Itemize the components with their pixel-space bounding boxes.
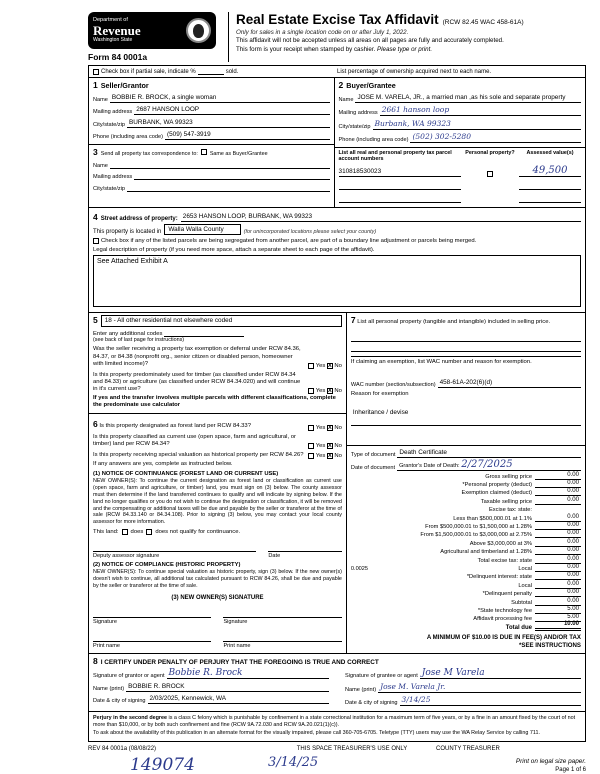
tax-amount-field[interactable]: 0.00 (535, 556, 581, 564)
personal-property-list-line[interactable] (351, 342, 581, 352)
tax-row: *State technology fee 5.00 (477, 605, 579, 614)
tax-row: From $1,500,000.01 to $3,000,000 at 2.75% 0.00 (420, 530, 579, 539)
section-personal-property: 7 List all personal property (tangible and intangible) included in selling price. If claiming an exemption, list WAC number and reason for exemption. WAC number (section/subsection) 458-61A-202(6)(d) Reason for exemption Inheritance / devise (347, 313, 585, 444)
land-does-not-checkbox[interactable] (146, 529, 152, 535)
section-seller: 1 Seller/Grantor Name BOBBIE R. BROCK, a single woman Mailing address 2687 HANSON LOOP City/state/zip BURBANK, WA 99323 Phone (including area code) (509) 547-3919 (89, 78, 334, 144)
question-exemption: Was the seller receiving a property tax exemption or deferral under RCW 84.36, 84.37, or 84.38 (nonprofit org., senior citizen or disabled person, homeowner with limited income)? Yes X No (93, 346, 342, 369)
grantor-signature-field[interactable]: Bobbie R. Brock (167, 669, 329, 679)
tax-amount-field[interactable]: 0.00 (535, 598, 581, 606)
current-use-no-checkbox[interactable]: X (328, 442, 332, 449)
assessed-value-field-blank[interactable] (519, 181, 581, 190)
section-correspondence: 3 Send all property tax correspondence to: Same as Buyer/Grantee Name Mailing address City/state/zip (89, 144, 334, 207)
forest-yes-checkbox[interactable] (308, 425, 314, 431)
tax-amount-field[interactable]: 0.00 (535, 564, 581, 572)
partial-sale-label: Check box if partial sale, indicate % (101, 69, 196, 75)
tax-computation: Type of document Death Certificate Date of document Grantor's Date of Death: 2/27/2025 Gross selling price 0.00 *Personal property (deduct) 0.00 Exemption claimed (deduct) 0.00 Taxable selling price 0.00 Excise tax: state: Less than $500,000.01 at 1.1% 0.00 From $500,000.01 to $1,500,000 at 1.28% 0.00 From $1,500,000.01 to $3,000,000 at 2.75% 0.00 Above $3,000,000 at 3% 0.00 Agricultural and timberland at 1.28% 0.00 Total excise tax: state 0.00 0.0025 Local 0.00 *Delinquent interest: state 0.00 Local 0.00 *Delinquent penalty 0.00 Subtotal 0.00 *State technology fee 5.00 Affidavit processing fee 5.00 Total due 10.00 A MINIMUM OF $10.00 IS DUE IN FEE(S) AND/OR TAX *SEE INSTRUCTIONS (347, 445, 585, 653)
document-date-field[interactable]: Grantor's Date of Death: 2/27/2025 (397, 461, 581, 471)
perjury-statement: Perjury in the second degree is a class C felony which is punishable by confinement in a state correctional institution for a maximum term of five years, or by a fine in an amount fixed by the court of not more than $10,000, or by both such confinement and fine (RCW 9A.72.030 and RCW 9A.20.021(1)(c)). To ask about the availability of this publication in an alternate format for the visually impaired, please call 360-705-6705. Teletype (TTY) users may use the WA Relay Service by calling 711. (89, 712, 585, 741)
exemption-claim-note: If claiming an exemption, list WAC number and reason for exemption. (351, 356, 581, 375)
header-note-2: This affidavit will not be accepted unless all areas on all pages are fully and accurately completed. (236, 37, 504, 44)
predominate-use-note: If yes and the transfer involves multiple parcels with different classifications, complete the predominate use calculator (93, 394, 336, 409)
tax-row: *Personal property (deduct) 0.00 (462, 480, 579, 489)
grantee-date-city-field[interactable]: 3/14/25 (400, 696, 581, 706)
if-yes-note: If any answers are yes, complete as instructed below. (93, 460, 233, 467)
grantor-print-name-field[interactable]: BOBBIE R. BROCK (126, 683, 329, 692)
street-address-label: Street address of property: (100, 216, 178, 223)
treasurer-stamp-date: 3/14/25 (268, 754, 319, 770)
treasurer-space-label: THIS SPACE TREASURER'S USE ONLY (296, 745, 408, 752)
tax-amount-field[interactable]: 0.00 (535, 480, 581, 488)
tax-amount-field[interactable]: 5.00 (535, 614, 581, 622)
buyer-mailing-field[interactable]: 2661 hanson loop (380, 106, 581, 116)
rev-number: REV 84 0001a (08/08/22) (88, 745, 157, 752)
tax-row: Above $3,000,000 at 3% 0.00 (469, 538, 579, 547)
tax-amount-field[interactable]: 0.00 (535, 581, 581, 589)
tax-row: Taxable selling price 0.00 (480, 496, 579, 505)
buyer-phone-field[interactable]: (502) 302-5280 (410, 133, 581, 143)
notice-continuance-title: (1) NOTICE OF CONTINUANCE (FOREST LAND OR CURRENT USE) (93, 471, 279, 478)
segregated-checkbox[interactable] (93, 238, 99, 244)
tax-row: *Delinquent penalty 0.00 (482, 589, 579, 598)
timber-no-checkbox[interactable]: X (328, 387, 332, 394)
tax-row: Total due 10.00 (505, 620, 579, 631)
form-header (88, 12, 586, 62)
page-number: Page 1 of 6 (555, 766, 586, 773)
grantor-date-city-field[interactable]: 2/03/2025, Kennewick, WA (148, 695, 329, 704)
form-title: Real Estate Excise Tax Affidavit (236, 12, 439, 27)
legal-description-box[interactable]: See Attached Exhibit A (93, 255, 581, 307)
partial-sale-sold-label: sold. (225, 69, 239, 75)
dor-logo (88, 12, 216, 49)
parcel-row (339, 194, 581, 203)
reason-for-exemption-label: Reason for exemption (350, 390, 409, 397)
new-owner-print-name-line-2[interactable] (223, 634, 341, 642)
personal-property-checkbox[interactable] (487, 171, 493, 177)
tax-row: Exemption claimed (deduct) 0.00 (461, 488, 579, 497)
new-owner-signature-line-1[interactable] (93, 610, 211, 618)
notice-compliance-body: NEW OWNER(S): To continue special valuation as historic property, sign (3) below. If the new owner(s) doesn't wish to continue, all additional tax calculated pursuant to RCW 84.26, shall be due and payable by the seller or transferor at the time of sale. (93, 569, 342, 589)
new-owner-signature-title: (3) NEW OWNER(S) SIGNATURE (171, 594, 264, 601)
ownership-percentage-note: List percentage of ownership acquired next to each name. (337, 69, 492, 75)
correspondence-csz-field[interactable] (127, 184, 329, 192)
tax-amount-field[interactable]: 0.00 (535, 472, 581, 480)
form-number: Form 84 0001a (88, 52, 148, 62)
same-as-buyer-checkbox[interactable] (201, 149, 207, 155)
county-treasurer-label: COUNTY TREASURER (436, 745, 500, 752)
partial-sale-row (89, 66, 585, 78)
county-select[interactable]: Walla Walla County (164, 224, 240, 235)
section-certify: 8 I CERTIFY UNDER PENALTY OF PERJURY THAT THE FOREGOING IS TRUE AND CORRECT Signature of grantor or agent Bobbie R. Brock Name (print) BOBBIE R. BROCK Date & city of signing 2/03/2025, Kennewick, WA Signature of grantee or agent Jose M Varela Name (print) Jose M. Varela Jr. Date & city of signing 3/14/25 (89, 654, 585, 713)
historic-no-checkbox[interactable]: X (328, 452, 332, 459)
page-footer (88, 746, 586, 774)
tax-amount-field[interactable]: 0.00 (535, 522, 581, 530)
tax-amount-field[interactable]: 0.00 (535, 488, 581, 496)
buyer-csz-field[interactable]: Burbank, WA 99323 (373, 120, 581, 130)
tax-amount-field[interactable]: 0.00 (535, 514, 581, 522)
street-address-field[interactable]: 2653 HANSON LOOP, BURBANK, WA 99323 (181, 213, 581, 222)
form-body (88, 65, 586, 742)
personal-property-list-line[interactable] (351, 332, 581, 342)
tax-row: *Delinquent interest: state 0.00 (466, 572, 579, 581)
logo-washington-state: Washington State (93, 36, 133, 43)
historic-yes-checkbox[interactable] (308, 453, 314, 459)
tax-row: Agricultural and timberland at 1.28% 0.00 (440, 547, 579, 556)
tax-amount-field[interactable]: 0.00 (535, 572, 581, 580)
tax-row: From $500,000.01 to $1,500,000 at 1.28% 0.00 (425, 522, 579, 531)
forest-no-checkbox[interactable]: X (328, 424, 332, 431)
parcel-numbers-header: List all real and personal property tax parcel account numbers (338, 150, 452, 163)
timber-yes-checkbox[interactable] (308, 388, 314, 394)
seller-name-field[interactable]: BOBBIE R. BROCK, a single woman (110, 94, 330, 103)
assessed-value-field-blank[interactable] (519, 194, 581, 203)
tax-row: Less than $500,000.01 at 1.1% 0.00 (453, 513, 579, 522)
deputy-assessor-date-line[interactable] (268, 544, 342, 552)
deputy-assessor-signature-line[interactable] (93, 544, 256, 552)
correspondence-mailing-field[interactable] (134, 172, 329, 180)
tax-amount-field[interactable]: 0.00 (535, 547, 581, 555)
located-in-label: This property is located in (93, 229, 162, 236)
partial-sale-checkbox[interactable] (93, 69, 99, 75)
tax-row: Subtotal 0.00 (511, 597, 579, 606)
question-timber: Is this property predominately used for timber (as classified under RCW 84.34 and 84.33) or agriculture (as classified under RCW 84.34.020) and will continue in it's current use? Yes X No (93, 371, 342, 394)
parcel-row (339, 166, 581, 177)
section-buyer: 2 Buyer/Grantee Name JOSE M. VARELA, JR., a married man ,as his sole and separate property Mailing address 2661 hanson loop City/state/zip Burbank, WA 99323 Phone (including area code) (502) 302-5280 (335, 78, 585, 147)
segregated-label: Check box if any of the listed parcels are being segregated from another parcel, are part of a boundary line adjustment or parcels being merged. (101, 238, 477, 245)
assessed-value-header: Assessed value(s) (526, 150, 574, 156)
tax-row: Excise tax: state: (488, 507, 532, 514)
minimum-due-note: A MINIMUM OF $10.00 IS DUE IN FEE(S) AND/OR TAX *SEE INSTRUCTIONS (426, 633, 581, 649)
tax-amount-field[interactable]: 0.00 (535, 497, 581, 505)
personal-property-header: Personal property? (465, 150, 515, 156)
county-note: (for unincorporated locations please select your county) (243, 229, 377, 236)
land-qualify-row: This land: does does not qualify for continuance. (93, 529, 241, 536)
date-of-death-value: 2/27/2025 (461, 459, 513, 471)
tax-row: Affidavit processing fee 5.00 (473, 614, 579, 623)
grantee-print-name-field[interactable]: Jose M. Varela Jr. (378, 683, 581, 693)
notice-compliance-title: (2) NOTICE OF COMPLIANCE (HISTORIC PROPERTY) (93, 562, 241, 569)
logo-revenue: Revenue (93, 22, 141, 38)
current-use-yes-checkbox[interactable] (308, 443, 314, 449)
tax-row: Total excise tax: state 0.00 (477, 555, 579, 564)
additional-codes-field[interactable] (164, 330, 244, 337)
notice-continuance-body: NEW OWNER(S): To continue the current designation as forest land or classification as current use (open space, farm and agriculture, or timber) land, you must sign on (3) below. The county assessor must then determine if the land transferred continues to qualify and will indicate by signing below. If the land no longer qualifies or you do not wish to continue the designation or classification, it will be removed and the compensating or additional taxes will be due and payable by the seller or transferor at the time of sale (RCW 84.33.140 or 84.34.108). Prior to signing (3) below, you may contact your local county assessor for more information. (93, 478, 342, 526)
header-note-3: This form is your receipt when stamped by cashier. Please type or print. (236, 45, 433, 53)
alternate-format-note: To ask about the availability of this publication in an alternate format for the visually impaired, please call 360-705-6705. Teletype (TTY) users may use the WA Relay Service by calling 711. (93, 729, 540, 736)
parcel-number-field-blank[interactable] (339, 194, 461, 203)
parcel-table (335, 147, 585, 207)
seller-csz-field[interactable]: BURBANK, WA 99323 (127, 119, 329, 128)
legal-description-label: Legal description of property (if you need more space, attach a separate sheet to each page of the affidavit). (93, 247, 375, 254)
tax-amount-field[interactable]: 0.00 (535, 530, 581, 538)
tax-amount-field[interactable]: 5.00 (535, 606, 581, 614)
grantee-signature-field[interactable]: Jose M Varela (420, 669, 581, 679)
reason-for-exemption-field[interactable]: Inheritance / devise (351, 409, 581, 426)
dor-seal-icon (186, 18, 211, 43)
land-use-code-field[interactable]: 18 - All other residential not elsewhere coded (101, 315, 342, 327)
tax-row: Local 0.00 (518, 580, 579, 589)
seller-mailing-field[interactable]: 2687 HANSON LOOP (134, 106, 329, 115)
parcel-number-field-blank[interactable] (339, 181, 461, 190)
seller-phone-field[interactable]: (509) 547-3919 (165, 131, 330, 140)
new-owner-print-name-line-1[interactable] (93, 634, 211, 642)
header-note-1: Only for sales in a single location code on or after July 1, 2022. (236, 28, 409, 36)
partial-sale-percent-field[interactable] (198, 68, 224, 75)
section-use-code: 5 18 - All other residential not elsewhere coded Enter any additional codes (see back of last page for instructions) Was the seller receiving a property tax exemption or deferral under RCW 84.36, 84.37, or 84.38 (nonprofit org., senior citizen or disabled person, homeowner with limited income)? Yes X No Is this property predominately used for timber (as classified under RCW 84.34 and 84.33) or agriculture (as classified under RCW 84.34.020) and will continue in it's current use? Yes X No If yes and the transfer involves multiple parcels with different classifications, complete the predominate use calculator (93, 315, 342, 409)
assessed-value-field[interactable]: 49,500 (519, 166, 581, 177)
tax-row: Gross selling price 0.00 (485, 471, 579, 480)
parcel-number-field[interactable]: 310818530023 (339, 167, 461, 177)
additional-codes-note: (see back of last page for instructions) (93, 337, 185, 344)
tax-amount-field[interactable]: 0.00 (535, 589, 581, 597)
print-size-note: Print on legal size paper. (515, 757, 586, 765)
correspondence-name-field[interactable] (110, 161, 330, 169)
new-owner-signature-line-2[interactable] (223, 610, 341, 618)
additional-codes-label: Enter any additional codes (93, 331, 163, 338)
exemption-yes-checkbox[interactable] (308, 363, 314, 369)
tax-row: 0.0025 Local 0.00 (350, 563, 579, 572)
buyer-name-field[interactable]: JOSE M. VARELA, JR., a married man ,as his sole and separate property (355, 94, 581, 103)
land-does-checkbox[interactable] (122, 529, 128, 535)
tax-amount-field[interactable]: 0.00 (535, 539, 581, 547)
form-rcw-reference: (RCW 82.45 WAC 458-61A) (442, 19, 524, 26)
tax-amount-field[interactable]: 10.00 (535, 621, 581, 631)
document-type-field[interactable]: Death Certificate (397, 449, 581, 458)
section-forestland: 6 Is this property designated as forest land per RCW 84.33? Yes X No Is this property classified as current use (open space, farm and agricultural, or timber) land per RCW 84.34? Yes X No Is this property receiving special valuation as historical property per RCW 84.26? Yes X No If any answers are yes, complete as instructed below. (1) NOTICE OF CONTINUANCE (FOREST LAND OR CURRENT USE) NEW OWNER(S): To continue the current designation as forest land or classification as current use (open space, farm and agriculture, or timber) land, you must sign on (3) below. The county assessor must then determine if the land transferred continues to qualify and will indicate by signing below. If the land no longer qualifies or you do not wish to continue the designation or classification, it will be removed and the compensating or additional taxes will be due and payable by the seller or transferor at the time of sale (RCW 84.33.140 or 84.34.108). Prior to signing (3) below, you may contact your local county assessor for more information. This land: does does not qualify for continuance. Deputy assessor signature Date (2) NOTICE OF COMPLIANCE (HISTORIC PROPERTY) NEW OWNER(S): To continue special valuation as historic property, sign (3) below. If the new owner(s) doesn't wish to continue, all additional tax calculated pursuant to RCW 84.26, shall be due and payable by the seller or transferor at the time of sale. (3) NEW OWNER(S) SIGNATURE Signature Signature Print name Print name (89, 413, 346, 652)
exemption-no-checkbox[interactable]: X (328, 362, 332, 369)
certify-statement: I CERTIFY UNDER PENALTY OF PERJURY THAT THE FOREGOING IS TRUE AND CORRECT (100, 658, 379, 666)
section-property: 4 Street address of property: 2653 HANSON LOOP, BURBANK, WA 99323 This property is located in Walla Walla County (for unincorporated locations please select your county) Check box if any of the listed parcels are being segregated from another parcel, are part of a boundary line adjustment or parcels being merged. Legal description of property (if you need more space, attach a separate sheet to each page of the affidavit). See Attached Exhibit A (89, 208, 585, 313)
parcel-row (339, 181, 581, 190)
wac-number-field[interactable]: 458-61A-202(6)(d) (438, 379, 581, 388)
logo-dept-of: Department of (93, 17, 128, 24)
tax-rows (351, 471, 581, 630)
treasurer-stamp-number: 149074 (130, 754, 195, 774)
